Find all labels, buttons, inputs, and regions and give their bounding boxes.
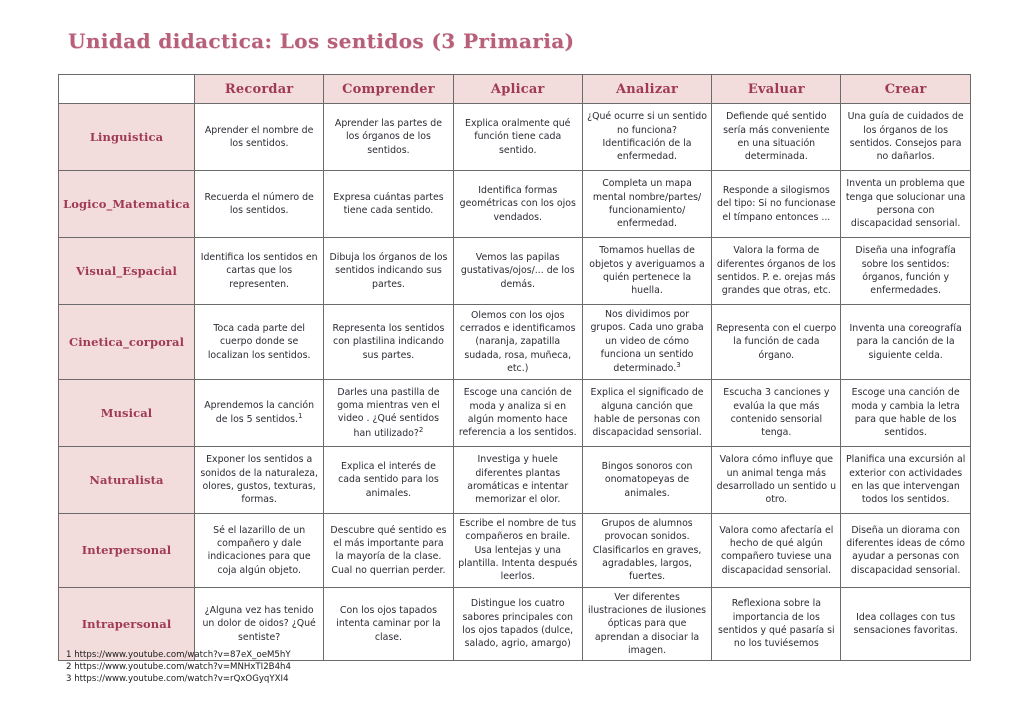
- cell-text-body: Darles una pastilla de goma mientras ven el video . ¿Qué sentidos han utilizado?: [337, 386, 440, 439]
- cell-text: Defiende qué sentido sería más conveniente en una situación determinada.: [723, 111, 830, 163]
- cell-linguistica-recordar: [195, 104, 324, 171]
- cell-text: Recuerda el número de los sentidos.: [204, 191, 314, 216]
- cell-text: Escoge una canción de moda y analiza si en algún momento hace referencia a los sentidos.: [458, 387, 577, 439]
- cell-text: Diseña una infografía sobre los sentidos: órganos, función y enfermedades.: [855, 245, 956, 297]
- row-header-logico-matematica: Logico_Matematica: [59, 171, 195, 238]
- matrix-table: [58, 74, 971, 661]
- column-header-analizar: Analizar: [582, 75, 711, 104]
- cell-text: ¿Qué ocurre si un sentido no funciona? Identificación de la enfermedad.: [587, 111, 707, 163]
- cell-text: Sé el lazarillo de un compañero y dale indicaciones para que coja algún objeto.: [207, 524, 311, 576]
- cell-visual-recordar: [195, 238, 324, 305]
- cell-text: Una guía de cuidados de los órganos de los sentidos. Consejos para no dañarlos.: [847, 111, 964, 163]
- cell-text: Exponer los sentidos a sonidos de la naturaleza, olores, gustos, texturas, formas.: [200, 454, 318, 506]
- table-row: [59, 446, 971, 513]
- cell-visual-analizar: [582, 238, 711, 305]
- cell-text: ¿Alguna vez has tenido un dolor de oidos? ¿Qué sentiste?: [202, 604, 316, 643]
- cell-text: Diseña un diorama con diferentes ideas de cómo ayudar a personas con discapacidad sensorial.: [846, 524, 965, 576]
- cell-cinetica-aplicar: [453, 305, 582, 380]
- cell-interpersonal-comprender: [324, 513, 453, 587]
- cell-logico-comprender: [324, 171, 453, 238]
- cell-text: Valora la forma de diferentes órganos de los sentidos. P. e. orejas más grandes que otras, etc.: [716, 245, 836, 297]
- cell-musical-comprender: [324, 379, 453, 446]
- cell-text: Completa un mapa mental nombre/partes/ funcionamiento/ enfermedad.: [592, 178, 702, 230]
- cell-cinetica-comprender: [324, 305, 453, 380]
- cell-musical-recordar: [195, 379, 324, 446]
- cell-logico-aplicar: [453, 171, 582, 238]
- cell-text: Valora como afectaría el hecho de qué algún compañero tuviese una discapacidad sensorial.: [719, 524, 834, 576]
- cell-text: Escribe el nombre de tus compañeros en braile. Usa lentejas y una plantilla. Intenta después leerlos.: [458, 517, 578, 583]
- cell-text: Inventa un problema que tenga que solucionar una persona con discapacidad sensorial.: [845, 178, 966, 230]
- cell-interpersonal-analizar: [582, 513, 711, 587]
- cell-logico-evaluar: [712, 171, 841, 238]
- page-title: Unidad didactica: Los sentidos (3 Primaria): [68, 29, 575, 53]
- row-header-musical: Musical: [59, 379, 195, 446]
- cell-naturalista-evaluar: [712, 446, 841, 513]
- cell-text: Representa con el cuerpo la función de cada órgano.: [716, 322, 837, 361]
- cell-text-body: Nos dividimos por grupos. Cada uno graba un video de cómo funciona un sentido determinado.: [590, 309, 704, 375]
- cell-text: [199, 399, 319, 427]
- cell-text: Distingue los cuatro sabores principales con los ojos tapados (dulce, salado, agrio, amargo): [462, 598, 574, 650]
- cell-naturalista-crear: [841, 446, 970, 513]
- cell-text: Aprender las partes de los órganos de los sentidos.: [334, 117, 442, 156]
- cell-cinetica-analizar: [582, 305, 711, 380]
- cell-text: Dibuja los órganos de los sentidos indicando sus partes.: [329, 251, 448, 290]
- cell-text-body: Aprendemos la canción de los 5 sentidos.: [204, 399, 315, 426]
- cell-text: Explica el interés de cada sentido para los animales.: [338, 460, 439, 499]
- cell-text: Con los ojos tapados intenta caminar por la clase.: [336, 604, 441, 643]
- cell-text: Responde a silogismos del tipo: Si no funcionase el tímpano entonces ...: [717, 184, 836, 223]
- cell-cinetica-crear: [841, 305, 970, 380]
- cell-text: Expresa cuántas partes tiene cada sentido.: [333, 191, 444, 216]
- column-header-crear: Crear: [841, 75, 970, 104]
- cell-interpersonal-recordar: [195, 513, 324, 587]
- cell-text: Explica el significado de alguna canción que hable de personas con discapacidad sensorial.: [590, 387, 704, 439]
- cell-intrapersonal-crear: [841, 587, 970, 661]
- cell-text: Vemos las papilas gustativas/ojos/... de los demás.: [460, 251, 575, 290]
- cell-visual-comprender: [324, 238, 453, 305]
- cell-text: Grupos de alumnos provocan sonidos. Clasificarlos en graves, agradables, largos, fuertes.: [592, 517, 702, 583]
- cell-text: Ver diferentes ilustraciones de ilusiones ópticas para que aprendan a disociar la imagen.: [588, 591, 707, 656]
- cell-text: Identifica formas geométricas con los ojos vendados.: [459, 184, 576, 223]
- row-header-linguistica: Linguistica: [59, 104, 195, 171]
- cell-text: Tomamos huellas de objetos y averiguamos a quién pertenece la huella.: [589, 245, 705, 297]
- table-row: [59, 379, 971, 446]
- footnote-1: 1 https://www.youtube.com/watch?v=87eX_oeM5hY: [66, 650, 291, 660]
- cell-linguistica-analizar: [582, 104, 711, 171]
- cell-interpersonal-crear: [841, 513, 970, 587]
- cell-naturalista-aplicar: [453, 446, 582, 513]
- cell-text: Escoge una canción de moda y cambia la letra para que hable de los sentidos.: [851, 387, 960, 439]
- cell-text: Idea collages con tus sensaciones favoritas.: [853, 611, 958, 636]
- cell-naturalista-recordar: [195, 446, 324, 513]
- cell-logico-crear: [841, 171, 970, 238]
- cell-cinetica-recordar: [195, 305, 324, 380]
- cell-linguistica-evaluar: [712, 104, 841, 171]
- cell-visual-evaluar: [712, 238, 841, 305]
- cell-text: Inventa una coreografía para la canción de la siguiente celda.: [849, 322, 962, 361]
- table-header-row: [59, 75, 971, 104]
- cell-text: Bingos sonoros con onomatopeyas de animales.: [601, 460, 693, 499]
- row-header-intrapersonal: Intrapersonal: [59, 587, 195, 661]
- table-row: [59, 238, 971, 305]
- cell-text: Olemos con los ojos cerrados e identificamos (naranja, zapatilla sudada, rosa, muñeca, etc.): [459, 309, 576, 374]
- cell-text: Identifica los sentidos en cartas que los representen.: [200, 251, 318, 290]
- cell-text: Explica oralmente qué función tiene cada sentido.: [465, 117, 571, 156]
- cell-intrapersonal-evaluar: [712, 587, 841, 661]
- footnotes-list: [66, 650, 291, 686]
- cell-musical-crear: [841, 379, 970, 446]
- cell-linguistica-aplicar: [453, 104, 582, 171]
- cell-cinetica-evaluar: [712, 305, 841, 380]
- footnote-marker-2: 2: [418, 425, 424, 434]
- column-header-evaluar: Evaluar: [712, 75, 841, 104]
- cell-musical-aplicar: [453, 379, 582, 446]
- table-row: [59, 104, 971, 171]
- bloom-intelligences-matrix: [58, 74, 970, 661]
- column-header-comprender: Comprender: [324, 75, 453, 104]
- cell-text: Planifica una excursión al exterior con actividades en las que intervengan todos los sentidos.: [845, 454, 966, 506]
- footnote-marker-3: 3: [676, 361, 681, 370]
- cell-musical-evaluar: [712, 379, 841, 446]
- cell-text: Escucha 3 canciones y evalúa la que más contenido sensorial tenga.: [723, 387, 830, 439]
- table-row: [59, 513, 971, 587]
- cell-text: Representa los sentidos con plastilina indicando sus partes.: [332, 322, 445, 361]
- cell-intrapersonal-comprender: [324, 587, 453, 661]
- cell-text: Aprender el nombre de los sentidos.: [204, 124, 314, 149]
- column-header-recordar: Recordar: [195, 75, 324, 104]
- cell-logico-analizar: [582, 171, 711, 238]
- row-header-naturalista: Naturalista: [59, 446, 195, 513]
- cell-text: Reflexiona sobre la importancia de los sentidos y qué pasaría si no los tuviésemos: [718, 598, 835, 650]
- cell-text: [328, 386, 448, 441]
- cell-logico-recordar: [195, 171, 324, 238]
- cell-visual-crear: [841, 238, 970, 305]
- cell-musical-analizar: [582, 379, 711, 446]
- corner-cell: [59, 75, 195, 104]
- cell-linguistica-crear: [841, 104, 970, 171]
- cell-naturalista-comprender: [324, 446, 453, 513]
- footnote-2: 2 https://www.youtube.com/watch?v=MNHxTI2B4h4: [66, 661, 291, 672]
- cell-text: Descubre qué sentido es el más importante para la mayoría de la clase. Cual no querrian perder.: [330, 524, 447, 576]
- table-row: [59, 171, 971, 238]
- cell-interpersonal-evaluar: [712, 513, 841, 587]
- cell-text: [587, 308, 707, 376]
- cell-intrapersonal-aplicar: [453, 587, 582, 661]
- footnote-marker-1: 1: [298, 412, 303, 421]
- cell-text: Valora cómo influye que un animal tenga más desarrollado un sentido u otro.: [716, 454, 837, 506]
- footnote-3: 3 https://www.youtube.com/watch?v=rQxOGyqYXI4: [66, 673, 289, 684]
- cell-linguistica-comprender: [324, 104, 453, 171]
- cell-interpersonal-aplicar: [453, 513, 582, 587]
- cell-naturalista-analizar: [582, 446, 711, 513]
- cell-visual-aplicar: [453, 238, 582, 305]
- cell-intrapersonal-analizar: [582, 587, 711, 661]
- table-row: [59, 305, 971, 380]
- row-header-interpersonal: Interpersonal: [59, 513, 195, 587]
- row-header-cinetica-corporal: Cinetica_corporal: [59, 305, 195, 380]
- column-header-aplicar: Aplicar: [453, 75, 582, 104]
- cell-text: Investiga y huele diferentes plantas aromáticas e intentar memorizar el olor.: [467, 454, 569, 506]
- row-header-visual-espacial: Visual_Espacial: [59, 238, 195, 305]
- cell-text: Toca cada parte del cuerpo donde se localizan los sentidos.: [207, 322, 311, 361]
